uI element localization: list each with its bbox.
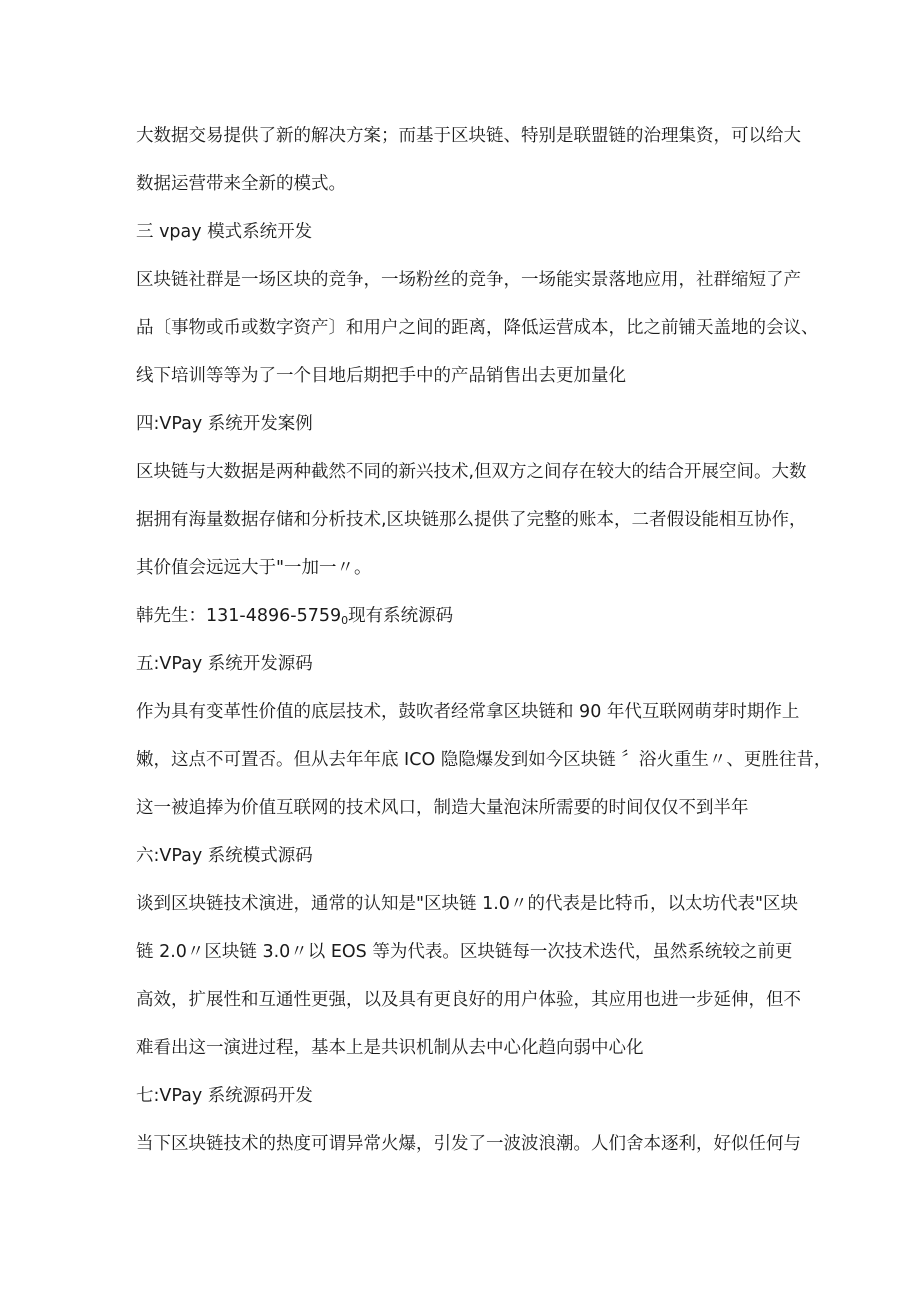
paragraph-line: 数据运营带来全新的模式。 xyxy=(136,174,346,194)
contact-suffix: 现有系统源码 xyxy=(348,606,454,626)
section-heading: 六:VPay 系统模式源码 xyxy=(136,846,313,866)
paragraph-line: 据拥有海量数据存储和分析技术,区块链那么提供了完整的账本，二者假设能相互协作， xyxy=(136,510,807,530)
paragraph-line: 难看出这一演进过程，基本上是共识机制从去中心化趋向弱中心化 xyxy=(136,1038,644,1058)
paragraph-line: 当下区块链技术的热度可谓异常火爆，引发了一波波浪潮。人们舍本逐利，好似任何与 xyxy=(136,1134,801,1154)
contact-subscript: 0 xyxy=(341,614,349,627)
paragraph-line: 区块链社群是一场区块的竞争，一场粉丝的竞争，一场能实景落地应用，社群缩短了产 xyxy=(136,270,801,290)
paragraph-line: 其价值会远远大于"一加一〃。 xyxy=(136,558,372,578)
paragraph-line: 谈到区块链技术演进，通常的认知是"区块链 1.0〃的代表是比特币，以太坊代表"区块 xyxy=(136,894,798,914)
paragraph-line: 品〔事物或币或数字资产〕和用户之间的距离，降低运营成本，比之前铺天盖地的会议、 xyxy=(136,318,819,338)
paragraph-line: 这一被追捧为价值互联网的技术风口，制造大量泡沫所需要的时间仅仅不到半年 xyxy=(136,798,749,818)
section-heading: 三 vpay 模式系统开发 xyxy=(136,222,313,242)
paragraph-line: 链 2.0〃区块链 3.0〃以 EOS 等为代表。区块链每一次技术迭代，虽然系统较之前更 xyxy=(136,942,793,962)
paragraph-line: 区块链与大数据是两种截然不同的新兴技术,但双方之间存在较大的结合开展空间。大数 xyxy=(136,462,807,482)
paragraph-line: 嫩，这点不可置否。但从去年年底 ICO 隐隐爆发到如今区块链 〞浴火重生〃、更胜往昔， xyxy=(136,750,832,770)
contact-prefix: 韩先生：131-4896-5759 xyxy=(136,606,342,626)
section-heading: 五:VPay 系统开发源码 xyxy=(136,654,313,674)
paragraph-line: 大数据交易提供了新的解决方案；而基于区块链、特别是联盟链的治理集资，可以给大 xyxy=(136,126,801,146)
section-heading: 四:VPay 系统开发案例 xyxy=(136,414,313,434)
paragraph-line: 线下培训等等为了一个目地后期把手中的产品销售出去更加量化 xyxy=(136,366,626,386)
contact-line xyxy=(136,604,816,633)
paragraph-line: 作为具有变革性价值的底层技术，鼓吹者经常拿区块链和 90 年代互联网萌芽时期作上 xyxy=(136,702,800,722)
section-heading: 七:VPay 系统源码开发 xyxy=(136,1086,313,1106)
paragraph-line: 高效，扩展性和互通性更强，以及具有更良好的用户体验，其应用也进一步延伸，但不 xyxy=(136,990,801,1010)
